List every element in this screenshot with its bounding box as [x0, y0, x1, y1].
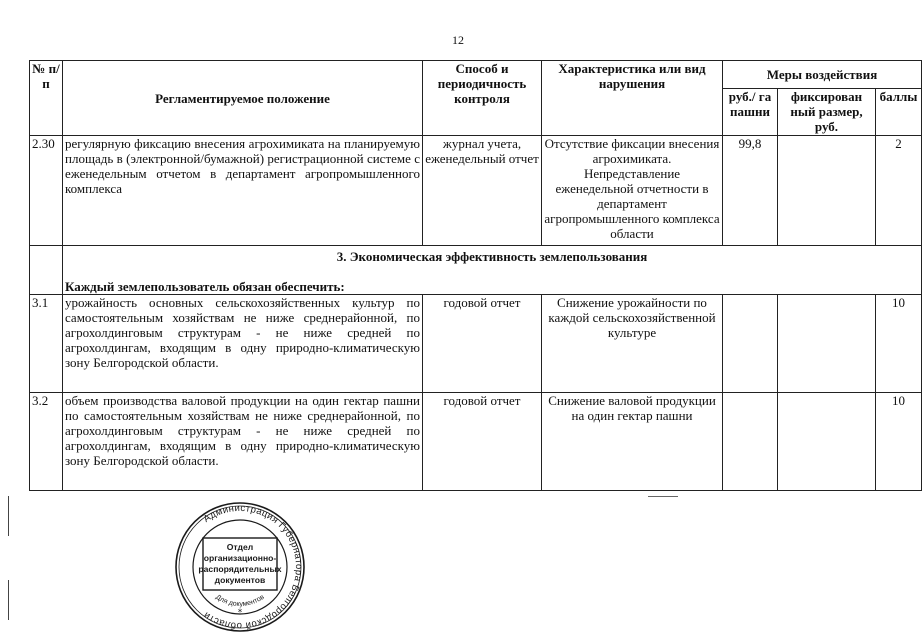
page-number: 12 [452, 33, 464, 47]
row-provision: урожайность основных сельскохозяйственных культур по самостоятельным хозяйствам не ниже среднерайонной, по агрохолдинговым структурам - не ниже средней по агрохолдингам, входящим в одну природно-климатическую зону Белгородской области. [63, 295, 423, 393]
section-title: 3. Экономическая эффективность землепользования [336, 249, 648, 264]
stamp-graphic [173, 500, 307, 634]
row-violation: Снижение валовой продукции на один гектар пашни [542, 393, 723, 491]
section-num-cell [30, 246, 63, 295]
official-stamp [173, 500, 307, 634]
header-num: № п/п [30, 61, 63, 136]
table-row [30, 393, 922, 491]
header-violation: Характеристика или вид нарушения [542, 61, 723, 136]
row-violation: Снижение урожайности по каждой сельскохозяйственной культуре [542, 295, 723, 393]
row-provision: объем производства валовой продукции на один гектар пашни по самостоятельным хозяйствам не ниже среднерайонной, по агрохолдинговым структурам - не ниже средней по агрохолдингам, входящим в одну природно-климатическую зону Белгородской области. [63, 393, 423, 491]
row-control: годовой отчет [423, 295, 542, 393]
stamp-line: документов [214, 575, 266, 585]
scan-artifact-line [648, 496, 678, 497]
row-rub-per-ha [723, 393, 778, 491]
row-fixed [778, 295, 876, 393]
row-rub-per-ha [723, 295, 778, 393]
row-provision: регулярную фиксацию внесения агрохимиката на планируемую площадь в (электронной/бумажной) регистрационной системе с еженедельным отчетом в департамент агропромышленного комплекса [63, 136, 423, 246]
row-points: 10 [876, 393, 922, 491]
stamp-outer-text: Администрация Губернатора Белгородской области [201, 502, 305, 632]
section-cell [63, 246, 922, 295]
margin-mark [8, 496, 9, 536]
row-num: 3.2 [30, 393, 63, 491]
section-subtitle: Каждый землепользователь обязан обеспечить: [65, 279, 345, 294]
row-control: годовой отчет [423, 393, 542, 491]
row-rub-per-ha: 99,8 [723, 136, 778, 246]
header-fixed: фиксирован ный размер, руб. [778, 89, 876, 136]
header-control: Способ и периодичность контроля [423, 61, 542, 136]
stamp-star-icon: * [237, 608, 243, 618]
header-points: баллы [876, 89, 922, 136]
stamp-line: распорядительных [198, 564, 282, 574]
table-row [30, 295, 922, 393]
section-row [30, 246, 922, 295]
row-points: 10 [876, 295, 922, 393]
row-num: 3.1 [30, 295, 63, 393]
row-fixed [778, 136, 876, 246]
header-provision: Регламентируемое положение [63, 61, 423, 136]
stamp-bottom-text: Для документов [214, 593, 266, 609]
row-fixed [778, 393, 876, 491]
header-row [30, 61, 922, 89]
margin-mark [8, 580, 9, 620]
regulation-table [29, 60, 922, 491]
table-row [30, 136, 922, 246]
row-points: 2 [876, 136, 922, 246]
row-violation: Отсутствие фиксации внесения агрохимиката. Непредставление еженедельной отчетности в департамент агропромышленного комплекса области [542, 136, 723, 246]
row-control: журнал учета, еженедельный отчет [423, 136, 542, 246]
stamp-line: Отдел [226, 542, 254, 552]
header-rub-per-ha: руб./ га пашни [723, 89, 778, 136]
stamp-line: организационно- [203, 553, 277, 563]
header-measures: Меры воздействия [723, 61, 922, 89]
row-num: 2.30 [30, 136, 63, 246]
